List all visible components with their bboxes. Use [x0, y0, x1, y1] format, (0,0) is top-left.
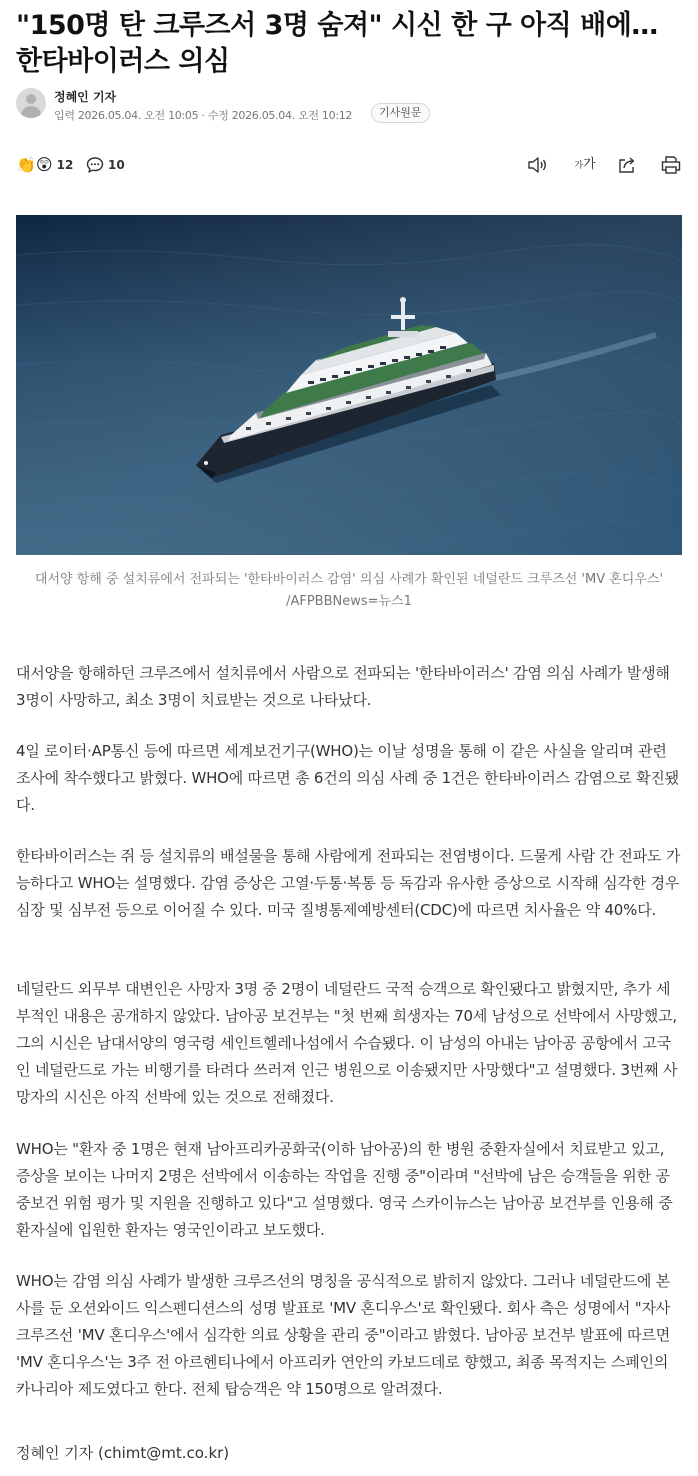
comment-icon: [86, 156, 104, 174]
font-size-small-label: 가: [574, 161, 584, 171]
reaction-count: 12: [56, 158, 74, 172]
article-paragraph-2: 4일 로이터·AP통신 등에 따르면 세계보건기구(WHO)는 이날 성명을 통해 이 같은 사실을 알리며 관련 조사에 착수했다고 밝혔다. WHO에 따르면 총 6건의 의심 사례 중 1건은 한타바이러스 감염으로 확진됐다.: [16, 742, 679, 814]
speaker-icon: [526, 154, 548, 176]
article-headline: "150명 탄 크루즈서 3명 숨져" 시신 한 구 아직 배에…한타바이러스 의심: [16, 10, 658, 77]
reporter-name[interactable]: 정혜인 기자: [54, 90, 117, 104]
avatar-head: [26, 94, 36, 104]
avatar-body: [21, 106, 41, 118]
print-button[interactable]: [660, 154, 682, 176]
cruise-ship-photo: [16, 215, 682, 555]
article-paragraph-1: 대서양을 항해하던 크루즈에서 설치류에서 사람으로 전파되는 '한타바이러스' 감염 의심 사례가 발생해 3명이 사망하고, 최소 3명이 치료받는 것으로 나타났다.: [16, 664, 670, 709]
font-size-large-label: 가: [583, 157, 596, 172]
article-paragraph-6: WHO는 감염 의심 사례가 발생한 크루즈선의 명칭을 공식적으로 밝히지 않았다. 그러나 네덜란드에 본사를 둔 오션와이드 익스펜디션스의 성명 발표로 'MV 혼디우스'로 확인됐다. 회사 측은 성명에서 "자사 크루즈선 'MV 혼디우스'에서 심각한 의료 상황을 관리 중"이라고 밝혔다. 남아공 보건부 발표에 따르면 'MV 혼디우스'는 3주 전 아르헨티나에서 아프리카 연안의 카보드데로 향했고, 최종 목적지는 스페인의 카나리아 제도였다고 한다. 전체 탑승객은 약 150명으로 알려졌다.: [16, 1272, 671, 1398]
article-photo[interactable]: [16, 215, 682, 555]
author-line: 정혜인 기자 (chimt@mt.co.kr): [16, 1444, 230, 1462]
original-article-button[interactable]: 기사원문: [371, 103, 430, 123]
font-size-button[interactable]: [572, 154, 598, 176]
article-paragraph-4: 네덜란드 외무부 대변인은 사망자 3명 중 2명이 네덜란드 국적 승객으로 확인됐다고 밝혔지만, 추가 세부적인 내용은 공개하지 않았다. 남아공 보건부는 "첫 번째 희생자는 70세 남성으로 선박에서 사망했고, 그의 시신은 남대서양의 영국령 세인트헬레나섬에서 수습됐다. 이 남성의 아내는 남아공 공항에서 고국인 네덜란드로 가는 비행기를 타려다 쓰러져 인근 병원으로 이송됐지만 사망했다"고 설명했다. 3번째 사망자의 시신은 아직 선박에 있는 것으로 전해졌다.: [16, 980, 678, 1106]
comment-count: 10: [108, 158, 125, 172]
comment-button[interactable]: [86, 154, 125, 176]
article-paragraph-5: WHO는 "환자 중 1명은 현재 남아프리카공화국(이하 남아공)의 한 병원 중환자실에서 치료받고 있고, 증상을 보이는 나머지 2명은 선박에서 이송하는 작업을 진행 중"이라며 "선박에 남은 승객들을 위한 공중보건 위험 평가 및 지원을 진행하고 있다"고 설명했다. 영국 스카이뉴스는 남아공 보건부를 인용해 중환자실에 입원한 환자는 영국인이라고 보도했다.: [16, 1140, 673, 1239]
share-icon: [616, 154, 638, 176]
article-toolbar: [16, 150, 682, 182]
reporter-avatar[interactable]: [16, 88, 46, 118]
byline: [16, 88, 682, 128]
print-icon: [660, 154, 682, 176]
reaction-button[interactable]: [16, 154, 73, 176]
photo-caption: 대서양 항해 중 설치류에서 전파되는 '한타바이러스 감염' 의심 사례가 확인된 네덜란드 크루즈선 'MV 혼디우스' /AFPBBNews=뉴스1: [34, 572, 664, 609]
article-dates: 입력 2026.05.04. 오전 10:05 · 수정 2026.05.04. 오전 10:12: [54, 109, 353, 122]
clap-emoji-icon: 👏😲: [16, 155, 53, 174]
listen-button[interactable]: [526, 154, 548, 176]
share-button[interactable]: [616, 154, 638, 176]
article-paragraph-3: 한타바이러스는 쥐 등 설치류의 배설물을 통해 사람에게 전파되는 전염병이다. 드물게 사람 간 전파도 가능하다고 WHO는 설명했다. 감염 증상은 고열·두통·복통 등 독감과 유사한 증상으로 시작해 심각한 경우 심장 및 심부전 등으로 이어질 수 있다. 미국 질병통제예방센터(CDC)에 따르면 치사율은 약 40%다.: [16, 847, 681, 919]
